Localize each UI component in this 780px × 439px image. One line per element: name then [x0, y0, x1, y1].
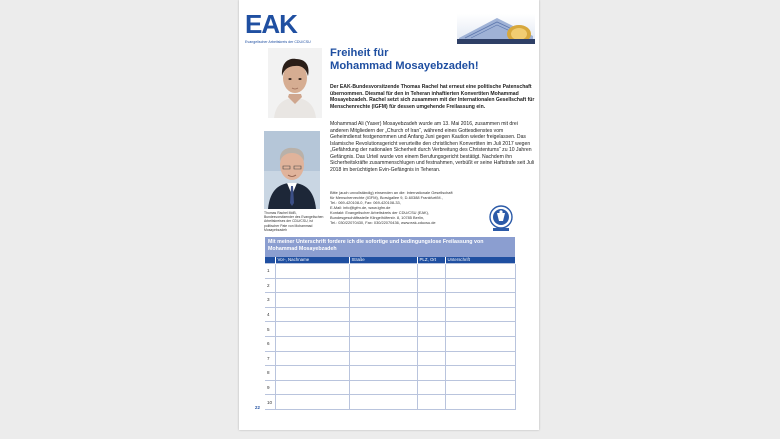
row-number: 1: [265, 264, 275, 279]
name-cell[interactable]: [275, 264, 349, 279]
col-header-signature: Unterschrift: [445, 257, 515, 264]
col-header-city: PLZ, Ort: [417, 257, 445, 264]
row-number: 7: [265, 351, 275, 366]
row-number: 3: [265, 293, 275, 308]
signature-cell[interactable]: [445, 278, 515, 293]
city-cell[interactable]: [417, 366, 445, 381]
col-header-street: Straße: [349, 257, 417, 264]
city-cell[interactable]: [417, 278, 445, 293]
signature-cell[interactable]: [445, 366, 515, 381]
row-number: 10: [265, 395, 275, 410]
street-cell[interactable]: [349, 293, 417, 308]
contact-line: Bundesgeschäftsstelle Klingelhöferstr. 8, 10785 Berlin,: [330, 215, 425, 220]
signature-cell[interactable]: [445, 307, 515, 322]
row-number: 6: [265, 336, 275, 351]
contact-line: Kontakt: Evangelischer Arbeitskreis der CDU/CSU (EAK),: [330, 210, 430, 215]
street-cell[interactable]: [349, 264, 417, 279]
city-cell[interactable]: [417, 264, 445, 279]
portrait-thomas-rachel: [264, 131, 320, 209]
row-number: 2: [265, 278, 275, 293]
eak-logo: [245, 9, 317, 44]
eak-logo-subtitle: Evangelischer Arbeitskreis der CDU/CSU: [245, 40, 311, 44]
photo-caption: Thomas Rachel MdB, Bundesvorsitzender des Evangelischen Arbeitskreises der CDU/CSU, ist politischer Pate von Mohammad Mosayebzadeh: [264, 211, 324, 232]
signature-cell[interactable]: [445, 322, 515, 337]
city-cell[interactable]: [417, 307, 445, 322]
name-cell[interactable]: [275, 380, 349, 395]
row-number: 4: [265, 307, 275, 322]
street-cell[interactable]: [349, 336, 417, 351]
table-row: [265, 293, 515, 308]
row-number: 9: [265, 380, 275, 395]
reichstag-dome-image: [457, 14, 535, 44]
signature-table: [265, 257, 516, 410]
name-cell[interactable]: [275, 322, 349, 337]
page-number: 22: [255, 405, 260, 410]
city-cell[interactable]: [417, 293, 445, 308]
signature-cell[interactable]: [445, 395, 515, 410]
contact-line: Bitte (auch unvollständig) einsenden an die: Internationale Gesellschaft: [330, 190, 453, 195]
street-cell[interactable]: [349, 322, 417, 337]
contact-line: Tel.: 030/22070430, Fax: 030/22070436, www.eak-cducsu.de: [330, 220, 436, 225]
portrait-mosayebzadeh: [268, 48, 322, 118]
article-body: Mohammad Ali (Yaser) Mosayebzadeh wurde am 13. Mai 2016, zusammen mit drei anderen Mitgliedern der „Church of Iran“, während eines Gottesdienstes vom Geheimdienst festgenommen und Anfang Juni gegen Kaution wieder freigelassen. Das Islamische Revolutionsgericht verurteilte den christlichen Konvertiten im Juli 2017 wegen „Gefährdung der nationalen Sicherheit durch Verbreitung des Christentums“ zu 10 Jahren Gefängnis. Das Urteil wurde von einem Berufungsgericht bestätigt. Nachdem ihn Sicherheitskräfte zusammenschlugen und festnahmen, verbüßt er seine Haftstrafe seit Juli 2018 im berüchtigten Evin-Gefängnis in Teheran.: [330, 121, 535, 173]
contact-info: [330, 190, 490, 225]
signature-cell[interactable]: [445, 351, 515, 366]
table-row: [265, 366, 515, 381]
street-cell[interactable]: [349, 380, 417, 395]
signature-cell[interactable]: [445, 293, 515, 308]
name-cell[interactable]: [275, 278, 349, 293]
col-header-name: Vor-, Nachname: [275, 257, 349, 264]
name-cell[interactable]: [275, 366, 349, 381]
petition-heading: Mit meiner Unterschrift fordere ich die sofortige und bedingungslose Freilassung von Mohammad Mosayebzadeh: [265, 237, 515, 258]
signature-cell[interactable]: [445, 264, 515, 279]
table-row: [265, 278, 515, 293]
signature-cell[interactable]: [445, 336, 515, 351]
table-row: [265, 307, 515, 322]
city-cell[interactable]: [417, 322, 445, 337]
table-row: [265, 395, 515, 410]
headline-line-2: Mohammad Mosayebzadeh!: [330, 60, 479, 72]
magazine-page: [239, 0, 539, 430]
signature-cell[interactable]: [445, 380, 515, 395]
table-row: [265, 264, 515, 279]
table-row: [265, 322, 515, 337]
headline-line-1: Freiheit für: [330, 47, 389, 59]
street-cell[interactable]: [349, 366, 417, 381]
name-cell[interactable]: [275, 293, 349, 308]
eak-logo-text: EAK: [245, 9, 297, 39]
name-cell[interactable]: [275, 307, 349, 322]
street-cell[interactable]: [349, 395, 417, 410]
article-intro: Der EAK-Bundesvorsitzende Thomas Rachel hat erneut eine politische Patenschaft übernommen. Diesmal für den in Teheran inhaftierten Konvertiten Mohammad Mosayebzadeh. Rachel setzt sich zusammen mit der Internationalen Gesellschaft für Menschenrechte (IGFM) für dessen umgehende Freilassung ein.: [330, 84, 535, 110]
row-number: 8: [265, 366, 275, 381]
contact-line: Tel.: 069-420108-0, Fax: 069-420108-33,: [330, 200, 401, 205]
table-row: [265, 380, 515, 395]
city-cell[interactable]: [417, 351, 445, 366]
name-cell[interactable]: [275, 395, 349, 410]
contact-line: E-Mail: info@igfm.de, www.igfm.de: [330, 205, 391, 210]
street-cell[interactable]: [349, 351, 417, 366]
table-row: [265, 351, 515, 366]
igfm-logo: [485, 204, 517, 232]
article-headline: [330, 47, 530, 73]
row-number: 5: [265, 322, 275, 337]
name-cell[interactable]: [275, 351, 349, 366]
street-cell[interactable]: [349, 278, 417, 293]
city-cell[interactable]: [417, 380, 445, 395]
name-cell[interactable]: [275, 336, 349, 351]
city-cell[interactable]: [417, 395, 445, 410]
table-row: [265, 336, 515, 351]
street-cell[interactable]: [349, 307, 417, 322]
city-cell[interactable]: [417, 336, 445, 351]
contact-line: für Menschenrechte (IGFM), Borsigallee 9, D-60388 Frankfurt/M.,: [330, 195, 443, 200]
